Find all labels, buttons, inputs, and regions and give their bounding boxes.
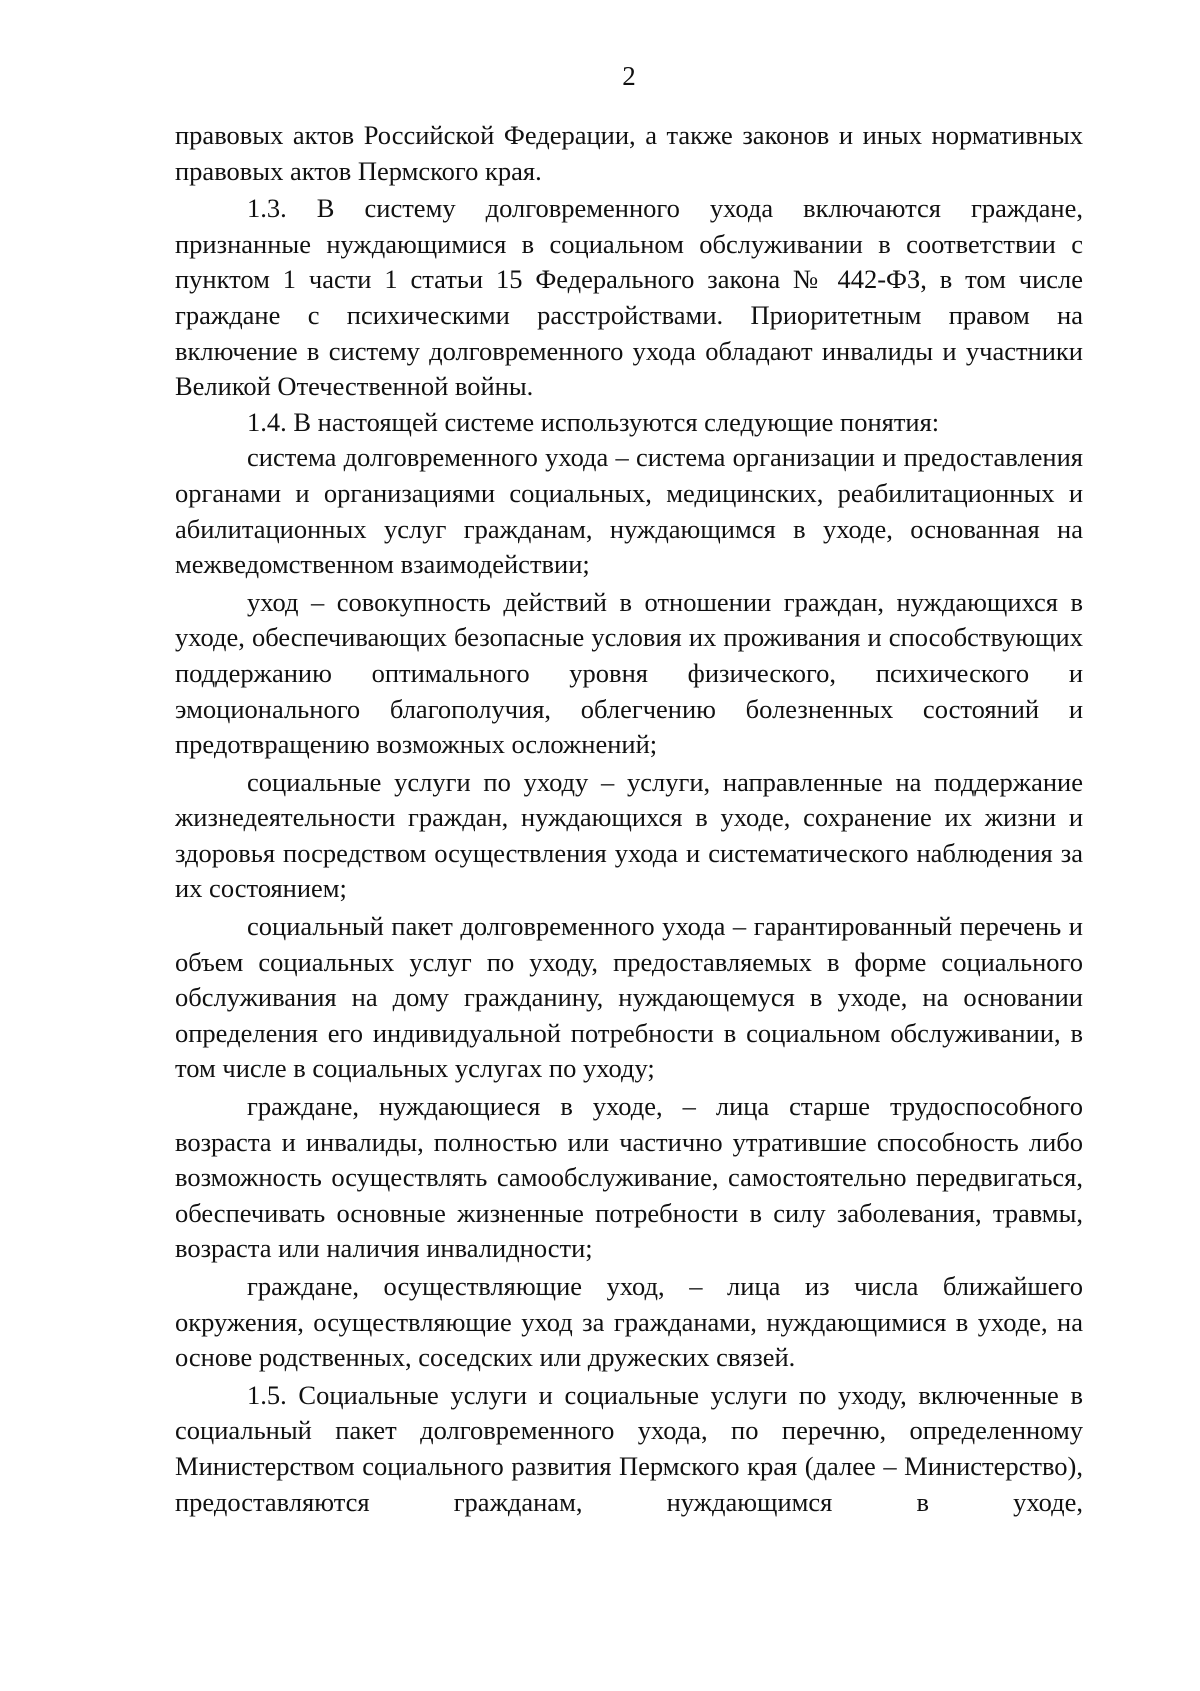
page-number: 2 xyxy=(622,61,636,91)
definition-care-social-services: социальные услуги по уходу – услуги, направленные на поддержание жизнедеятельности граждан, нуждающихся в уходе, сохранение их жизни и здоровья посредством осуществления ухода и систематического наблюдения за их состоянием; xyxy=(175,766,1083,904)
definition-social-package: социальный пакет долговременного ухода – гарантированный перечень и объем социальных услуг по уходу, предоставляемых в форме социального обслуживания на дому гражданину, нуждающемуся в уходе, на основании определения его индивидуальной потребности в социальном обслуживании, в том числе в социальных услугах по уходу; xyxy=(175,911,1083,1084)
paragraph-1-4: 1.4. В настоящей системе используются следующие понятия: xyxy=(247,406,940,437)
definition-long-term-care-system: система долговременного ухода – система организации и предоставления органами и организациями социальных, медицинских, реабилитационных и абилитационных услуг гражданам, нуждающимся в уходе, основанная на межведомственном взаимодействии; xyxy=(175,442,1083,580)
paragraph-1-5: 1.5. Социальные услуги и социальные услуги по уходу, включенные в социальный пакет долговременного ухода, по перечню, определенному Министерством социального развития Пермского края (далее – Министерство), предоставляются гражданам, нуждающимся в уходе, xyxy=(175,1379,1083,1517)
paragraph-continuation: правовых актов Российской Федерации, а также законов и иных нормативных правовых актов Пермского края. xyxy=(175,120,1083,186)
paragraph-1-3: 1.3. В систему долговременного ухода включаются граждане, признанные нуждающимися в социальном обслуживании в соответствии с пунктом 1 части 1 статьи 15 Федерального закона № 442-ФЗ, в том числе граждане с психическими расстройствами. Приоритетным правом на включение в систему долговременного ухода обладают инвалиды и участники Великой Отечественной войны. xyxy=(175,193,1083,402)
definition-caregivers: граждане, осуществляющие уход, – лица из числа ближайшего окружения, осуществляющие уход за гражданами, нуждающимися в уходе, на основе родственных, соседских или дружеских связей. xyxy=(175,1271,1083,1373)
definition-care: уход – совокупность действий в отношении граждан, нуждающихся в уходе, обеспечивающих безопасные условия их проживания и способствующих поддержанию оптимального уровня физического, психического и эмоционального благополучия, облегчению болезненных состояний и предотвращению возможных осложнений; xyxy=(175,586,1083,760)
definition-citizens-needing-care: граждане, нуждающиеся в уходе, – лица старше трудоспособного возраста и инвалиды, полностью или частично утратившие способность либо возможность осуществлять самообслуживание, самостоятельно передвигаться, обеспечивать основные жизненные потребности в силу заболевания, травмы, возраста или наличия инвалидности; xyxy=(175,1091,1083,1264)
document-body xyxy=(175,118,1083,1520)
